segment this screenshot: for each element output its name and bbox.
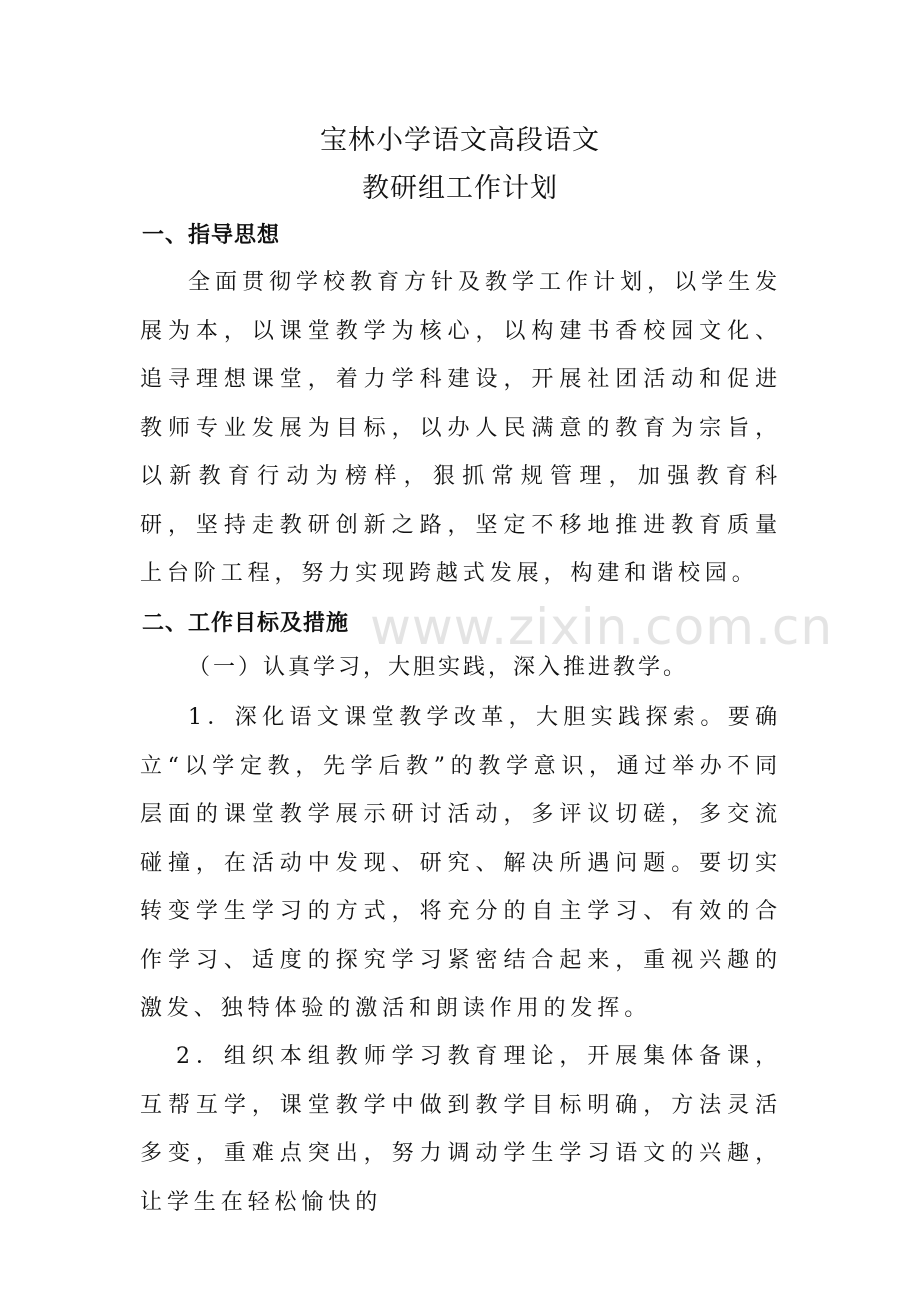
section-heading-goals-measures: 二、工作目标及措施	[142, 611, 350, 636]
document-subtitle: 教研组工作计划	[362, 173, 558, 204]
list-item-reform: 1．深化语文课堂教学改革，大胆实践探索。要确立“以学定教，先学后教”的教学意识，通过举办不同层面的课堂教学展示研讨活动，多评议切磋，多交流碰撞，在活动中发现、研究、解决所遇问题。要切实转变学生学习的方式，将充分的自主学习、有效的合作学习、适度的探究学习紧密结合起来，重视兴趣的激发、独特体验的激活和朗读作用的发挥。	[140, 705, 782, 1021]
watermark: www.zixin.com.cn	[370, 598, 834, 656]
document-title: 宝林小学语文高段语文	[320, 125, 600, 156]
section-heading-guiding-ideology: 一、指导思想	[142, 223, 281, 248]
subsection-heading-study-practice: （一）认真学习，大胆实践，深入推进教学。	[188, 655, 689, 680]
section-paragraph-guiding-ideology: 全面贯彻学校教育方针及教学工作计划，以学生发展为本，以课堂教学为核心，以构建书香校园文化、追寻理想课堂，着力学科建设，开展社团活动和促进教师专业发展为目标，以办人民满意的教育为宗旨，以新教育行动为榜样，狠抓常规管理，加强教育科研，坚持走教研创新之路，坚定不移地推进教育质量上台阶工程，努力实现跨越式发展，构建和谐校园。	[140, 270, 782, 586]
list-item-teacher-study: 2．组织本组教师学习教育理论，开展集体备课，互帮互学，课堂教学中做到教学目标明确，方法灵活多变，重难点突出，努力调动学生学习语文的兴趣，让学生在轻松愉快的	[140, 1044, 782, 1215]
